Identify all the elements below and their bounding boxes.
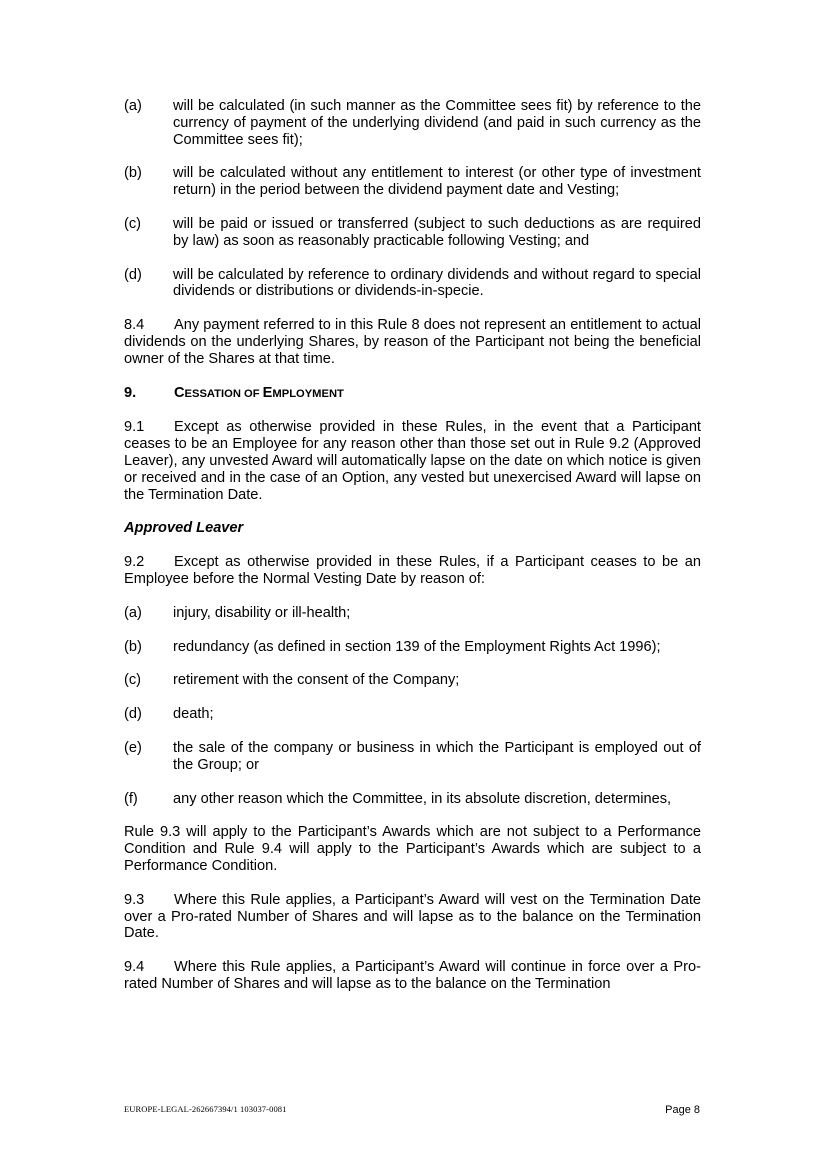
list-item: [124, 98, 701, 148]
list-item-text: will be calculated (in such manner as the Committee sees fit) by reference to the currency of payment of the underlying dividend (and paid in such currency as the Committee sees fit);: [173, 98, 701, 148]
list-item-label: (a): [124, 98, 142, 114]
list-item: [124, 639, 701, 656]
list-item-text: redundancy (as defined in section 139 of the Employment Rights Act 1996);: [173, 638, 661, 655]
paragraph-number: 8.4: [124, 317, 145, 334]
section-number: 9.: [124, 384, 137, 401]
paragraph-number: 9.1: [124, 419, 145, 436]
list-item: [124, 267, 701, 301]
list-item: [124, 706, 701, 723]
list-item-label: (d): [124, 706, 142, 723]
paragraph-number: 9.4: [124, 959, 145, 976]
list-item: [124, 216, 701, 250]
list-item-label: (b): [124, 165, 142, 182]
list-item-label: (f): [124, 790, 138, 807]
list-item-label: (d): [124, 266, 142, 283]
list-item-text: death;: [173, 706, 214, 723]
list-item-text: will be calculated without any entitlement to interest (or other type of investment return) in the period between the dividend payment date and Vesting;: [173, 165, 701, 199]
paragraph-9-1: [124, 419, 701, 503]
footer-page-number: Page 8: [665, 1104, 700, 1116]
list-item-text: will be paid or issued or transferred (subject to such deductions as are required by law) as soon as reasonably practicable following Vesting; and: [173, 215, 701, 249]
list-item: [124, 791, 701, 808]
list-item-label: (c): [124, 672, 142, 689]
paragraph-9-3: [124, 892, 701, 942]
paragraph-text: Any payment referred to in this Rule 8 does not represent an entitlement to actual dividends on the underlying Shares, by reason of the Participant not being the beneficial owner of the Shares at that time.: [124, 317, 701, 367]
list-item-text: any other reason which the Committee, in its absolute discretion, determines,: [173, 790, 672, 807]
paragraph-text: Except as otherwise provided in these Rules, in the event that a Participant ceases to be an Employee for any reason other than those set out in Rule 9.2 (Approved Leaver), any unvested Award will automatically lapse on the date on which notice is given or received and in the case of an Option, any vested but unexercised Award will lapse on the Termination Date.: [124, 419, 701, 503]
paragraph-9-2: [124, 554, 701, 588]
list-item-text: will be calculated by reference to ordinary dividends and without regard to special dividends or distributions or dividends-in-specie.: [173, 266, 701, 300]
list-item-text: the sale of the company or business in which the Participant is employed out of the Group; or: [173, 739, 701, 773]
list-item: [124, 165, 701, 199]
document-body: [124, 98, 701, 1010]
dividend-list: [124, 98, 701, 300]
paragraph-rule-application: Rule 9.3 will apply to the Participant’s Awards which are not subject to a Performance Condition and Rule 9.4 will apply to the Participant’s Awards which are subject to a Performance Condition.: [124, 824, 701, 874]
paragraph-text: Except as otherwise provided in these Rules, if a Participant ceases to be an Employee before the Normal Vesting Date by reason of:: [124, 554, 701, 587]
list-item-label: (c): [124, 215, 142, 232]
list-item-label: (e): [124, 739, 142, 756]
paragraph-8-4: [124, 317, 701, 367]
paragraph-9-4: [124, 959, 701, 993]
footer-document-reference: EUROPE-LEGAL-262667394/1 103037-0081: [124, 1104, 287, 1114]
list-item-text: retirement with the consent of the Company;: [173, 672, 460, 689]
list-item-text: injury, disability or ill-health;: [173, 604, 351, 621]
list-item: [124, 740, 701, 774]
paragraph-text: Where this Rule applies, a Participant’s Award will vest on the Termination Date over a Pro-rated Number of Shares and will lapse as to the balance on the Termination Date.: [124, 891, 701, 942]
list-item: [124, 605, 701, 622]
section-heading: [124, 385, 701, 403]
list-item: [124, 672, 701, 689]
section-title: CESSATION OF EMPLOYMENT: [174, 384, 344, 401]
list-item-label: (a): [124, 604, 142, 621]
paragraph-text: Where this Rule applies, a Participant’s Award will continue in force over a Pro-rated Number of Shares and will lapse as to the balance on the Termination: [124, 959, 701, 992]
paragraph-number: 9.3: [124, 891, 145, 908]
subheading-approved-leaver: Approved Leaver: [124, 520, 244, 537]
paragraph-number: 9.2: [124, 554, 145, 571]
list-item-label: (b): [124, 638, 142, 655]
leaver-reasons-list: [124, 605, 701, 808]
